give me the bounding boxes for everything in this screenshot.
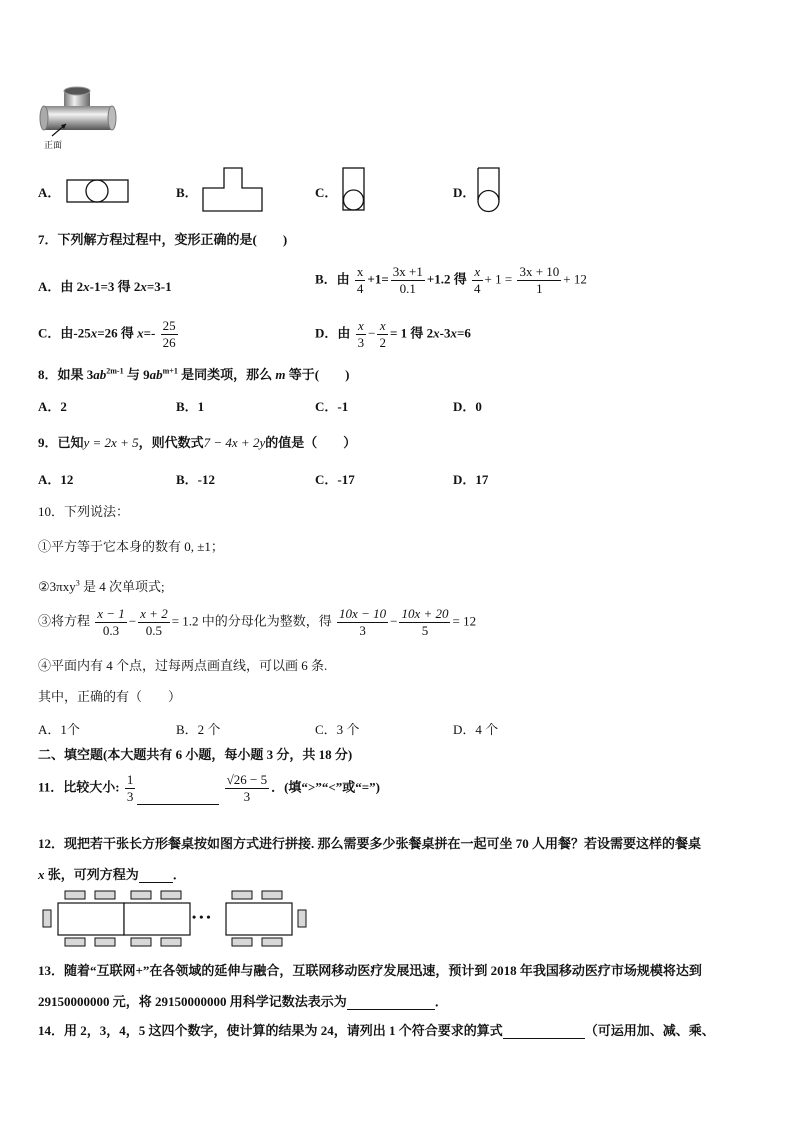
q11-answer-blank[interactable]: [137, 784, 219, 805]
q7-d-frac2: $\frac{x}{2}$: [379, 318, 386, 350]
q9-stem: 9．已知y = 2x + 5，则代数式7 − 4x + 2y的值是（ ）: [38, 435, 357, 450]
q10-statement-4: ④平面内有 4 个点，过每两点画直线，可以画 6 条.: [38, 658, 328, 673]
q7-c-frac: $\frac{25}{26}$: [162, 318, 176, 350]
ellipsis-dots: • • •: [192, 910, 211, 924]
q7-option-a[interactable]: [38, 276, 172, 295]
q12-answer-blank[interactable]: [139, 867, 173, 883]
q7-d-var2: x: [450, 325, 457, 341]
q13-line1: 13．随着“互联网+”在各领域的延伸与融合，互联网移动医疗发展迅速，预计到 2018 年我国移动医疗市场规模将达到: [38, 963, 702, 978]
q7-a-var1: x: [83, 279, 90, 294]
section-2-heading: 二、填空题(本大题共有 6 小题，每小题 3 分，共 18 分): [38, 747, 353, 762]
q13-line2: 29150000000 元，将 29150000000 用科学记数法表示为 ．: [38, 994, 448, 1009]
q6-option-c[interactable]: [315, 182, 337, 201]
q6-option-c-figure: [342, 166, 366, 212]
q10-option-b[interactable]: B．2 个: [176, 722, 221, 737]
q7-b-text5: + 12: [563, 271, 587, 287]
pipe-tee-figure: [38, 86, 120, 152]
q9-option-a[interactable]: A．12: [38, 472, 74, 487]
q7-b-frac3: $\frac{x}{4}$: [474, 264, 481, 296]
q7-a-var2: x: [140, 279, 147, 294]
q7-c-var1: x: [90, 325, 98, 341]
q10-option-c[interactable]: C．3 个: [315, 722, 360, 737]
front-view-caption: 正面: [44, 140, 63, 150]
q6-option-c-label: C．: [315, 185, 338, 200]
q6-option-a[interactable]: [38, 182, 60, 201]
q7-b-frac4: $\frac{3x + 10}{1}$: [519, 264, 560, 296]
q14-line1: 14．用 2，3，4，5 这四个数字，使计算的结果为 24，请列出 1 个符合要求的算式 （可运用加、减、乘、: [38, 1023, 715, 1038]
q11: 11．比较大小: $\frac{1}{3}$ $\frac{√26 - 5}{3}$ ．(填“>”“<”或“=”): [38, 772, 380, 804]
q8-option-c[interactable]: C．-1: [315, 399, 349, 414]
q6-option-a-label: A．: [38, 185, 61, 200]
q8-option-b[interactable]: B．1: [176, 399, 205, 414]
q8-option-d[interactable]: D．0: [453, 399, 482, 414]
q7-a-text1: A．由 2: [38, 279, 84, 294]
q10-statement-2: ②3πxy$^3$ 是 4 次单项式;: [38, 578, 165, 594]
q7-option-c[interactable]: [38, 318, 180, 351]
q7-d-frac1: $\frac{x}{3}$: [357, 318, 365, 350]
q7-c-text1: C．由-25: [38, 325, 91, 341]
q7-d-text4: =6: [457, 325, 471, 341]
table-arrangement-svg: [40, 890, 312, 948]
q7-b-text1: B．由: [315, 271, 350, 287]
q7-c-text2: =26 得: [97, 325, 138, 341]
q6-option-b[interactable]: [176, 182, 198, 201]
table-arrangement-diagram: [40, 890, 312, 948]
q7-option-b[interactable]: [315, 264, 587, 297]
q9-option-b[interactable]: B．-12: [176, 472, 216, 487]
q7-option-d[interactable]: [315, 318, 471, 351]
q10-statement-3: ③将方程 $\frac{x - 1}{0.3}$ − $\frac{x + 2}{0.5}$ = 1.2 中的分母化为整数，得 $\frac{10x - 10}{3}$ − $\frac{10x + 20}{5}$ = 12: [38, 606, 477, 638]
q13-answer-blank[interactable]: [347, 994, 435, 1010]
q7-b-text4: + 1 =: [484, 271, 513, 287]
q7-b-text3: +1.2 得: [426, 271, 467, 287]
q6-option-a-figure: [66, 178, 130, 204]
q7-d-text2: = 1 得 2: [389, 325, 434, 341]
q12-line2: x 张，可列方程为 ．: [38, 867, 186, 882]
q6-option-d-figure: [477, 166, 501, 214]
q10-statement-1: ①平方等于它本身的数有 0, ±1；: [38, 539, 224, 554]
q9-option-d[interactable]: D．17: [453, 472, 489, 487]
q10-option-d[interactable]: D．4 个: [453, 722, 499, 737]
q6-option-b-label: B．: [176, 185, 198, 200]
q10-stem: 10．下列说法：: [38, 504, 130, 519]
q9-option-c[interactable]: C．-17: [315, 472, 355, 487]
q7-b-frac1: $\frac{x}{4}$: [356, 264, 364, 296]
q7-a-text3: =3-1: [146, 279, 172, 294]
q14-answer-blank[interactable]: [503, 1023, 585, 1039]
q8-option-a[interactable]: A．2: [38, 399, 67, 414]
q7-stem: 7．下列解方程过程中，变形正确的是( ): [38, 232, 288, 247]
q6-option-d-label: D．: [453, 185, 476, 200]
q8-stem: 8．如果 $3ab^{2m-1}$ 与 $9ab^{m+1}$ 是同类项，那么 m 等于( ): [38, 366, 350, 382]
q7-b-frac2: $\frac{3x +1}{0.1}$: [392, 264, 423, 296]
q12-line1: 12．现把若干张长方形餐桌按如图方式进行拼接. 那么需要多少张餐桌拼在一起可坐 70 人用餐？若设需要这样的餐桌: [38, 836, 702, 851]
q7-c-var2: x: [137, 325, 144, 341]
q7-d-minus: −: [368, 325, 376, 341]
q10-option-a[interactable]: A．1个: [38, 722, 80, 737]
q7-d-text1: D．由: [315, 325, 351, 341]
q7-d-text3: -3: [439, 325, 451, 341]
q7-b-text2: +1=: [367, 271, 389, 287]
q10-ask: 其中，正确的有（ ）: [38, 689, 182, 704]
q7-a-text2: -1=3 得 2: [89, 279, 141, 294]
q7-c-text3: =-: [143, 325, 156, 341]
q6-option-b-figure: [202, 166, 264, 214]
q7-d-var1: x: [433, 325, 440, 341]
q6-option-d[interactable]: [453, 182, 475, 201]
